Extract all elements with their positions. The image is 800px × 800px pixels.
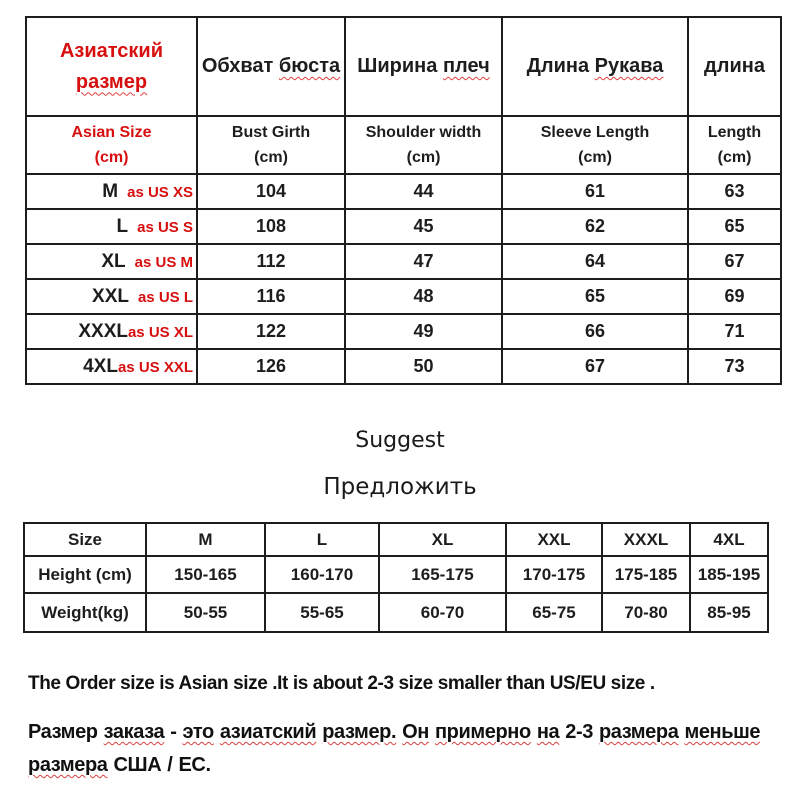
suggest-header-l: L: [265, 523, 379, 556]
weight-row: [24, 593, 768, 632]
shoulder-value: 50: [345, 349, 502, 384]
size-cell: XXXL as US XL: [26, 314, 197, 349]
weight-value: 55-65: [265, 593, 379, 632]
sleeve-value: 65: [502, 279, 688, 314]
weight-value: 65-75: [506, 593, 602, 632]
suggest-header-xxxl: XXXL: [602, 523, 690, 556]
length-value: 71: [688, 314, 781, 349]
header-sleeve-ru: Длина Рукава: [502, 17, 688, 116]
height-row: [24, 556, 768, 593]
note-english: The Order size is Asian size .It is about 2-3 size smaller than US/EU size .: [28, 673, 655, 694]
bust-value: 126: [197, 349, 345, 384]
size-cell: 4XL as US XXL: [26, 349, 197, 384]
header-shoulder-en: Shoulder width (cm): [345, 116, 502, 174]
sleeve-value: 67: [502, 349, 688, 384]
size-cell: M as US XS: [26, 174, 197, 209]
suggest-header-xl: XL: [379, 523, 506, 556]
main-table-russian-header-row: [26, 17, 781, 116]
size-cell: XXL as US L: [26, 279, 197, 314]
header-length-en: Length (cm): [688, 116, 781, 174]
length-value: 65: [688, 209, 781, 244]
size-row-m: [26, 174, 781, 209]
length-value: 73: [688, 349, 781, 384]
length-value: 67: [688, 244, 781, 279]
weight-label: Weight(kg): [24, 593, 146, 632]
suggest-header-size: Size: [24, 523, 146, 556]
height-label: Height (cm): [24, 556, 146, 593]
note-russian: [28, 716, 788, 782]
suggest-table-header-row: [24, 523, 768, 556]
height-value: 165-175: [379, 556, 506, 593]
sleeve-value: 64: [502, 244, 688, 279]
height-value: 175-185: [602, 556, 690, 593]
header-shoulder-ru: Ширина плеч: [345, 17, 502, 116]
main-table-english-header-row: [26, 116, 781, 174]
size-row-4xl: [26, 349, 781, 384]
shoulder-value: 47: [345, 244, 502, 279]
header-asian-size-ru-line1: Азиатский: [59, 39, 164, 62]
height-value: 185-195: [690, 556, 768, 593]
suggest-header-m: M: [146, 523, 265, 556]
suggest-label-ru: Предложить: [323, 474, 477, 500]
sleeve-value: 62: [502, 209, 688, 244]
shoulder-value: 49: [345, 314, 502, 349]
weight-value: 70-80: [602, 593, 690, 632]
size-row-l: [26, 209, 781, 244]
header-asian-size-en: Asian Size (cm): [26, 116, 197, 174]
height-value: 170-175: [506, 556, 602, 593]
bust-value: 104: [197, 174, 345, 209]
main-size-table: [25, 16, 782, 385]
bust-value: 108: [197, 209, 345, 244]
height-value: 160-170: [265, 556, 379, 593]
header-length-ru: длина: [688, 17, 781, 116]
weight-value: 60-70: [379, 593, 506, 632]
suggest-header-4xl: 4XL: [690, 523, 768, 556]
bust-value: 116: [197, 279, 345, 314]
sleeve-value: 61: [502, 174, 688, 209]
header-bust-ru: Обхват бюста: [197, 17, 345, 116]
length-value: 63: [688, 174, 781, 209]
header-asian-size-ru-line2: размер: [75, 70, 148, 93]
note-russian-line1: Размер заказа - это азиатский размер. Он примерно на 2-3 размера меньше: [28, 721, 761, 743]
size-cell: L as US S: [26, 209, 197, 244]
suggest-label-en: Suggest: [355, 428, 445, 453]
height-value: 150-165: [146, 556, 265, 593]
header-bust-en: Bust Girth (cm): [197, 116, 345, 174]
note-russian-line2: размера США / ЕС.: [28, 754, 211, 776]
size-row-xxl: [26, 279, 781, 314]
header-sleeve-en: Sleeve Length (cm): [502, 116, 688, 174]
suggest-header-xxl: XXL: [506, 523, 602, 556]
size-cell: XL as US M: [26, 244, 197, 279]
suggest-table: [23, 522, 769, 633]
length-value: 69: [688, 279, 781, 314]
weight-value: 50-55: [146, 593, 265, 632]
size-row-xxxl: [26, 314, 781, 349]
shoulder-value: 45: [345, 209, 502, 244]
sleeve-value: 66: [502, 314, 688, 349]
weight-value: 85-95: [690, 593, 768, 632]
size-row-xl: [26, 244, 781, 279]
shoulder-value: 48: [345, 279, 502, 314]
bust-value: 112: [197, 244, 345, 279]
bust-value: 122: [197, 314, 345, 349]
shoulder-value: 44: [345, 174, 502, 209]
header-asian-size-ru: [26, 17, 197, 116]
